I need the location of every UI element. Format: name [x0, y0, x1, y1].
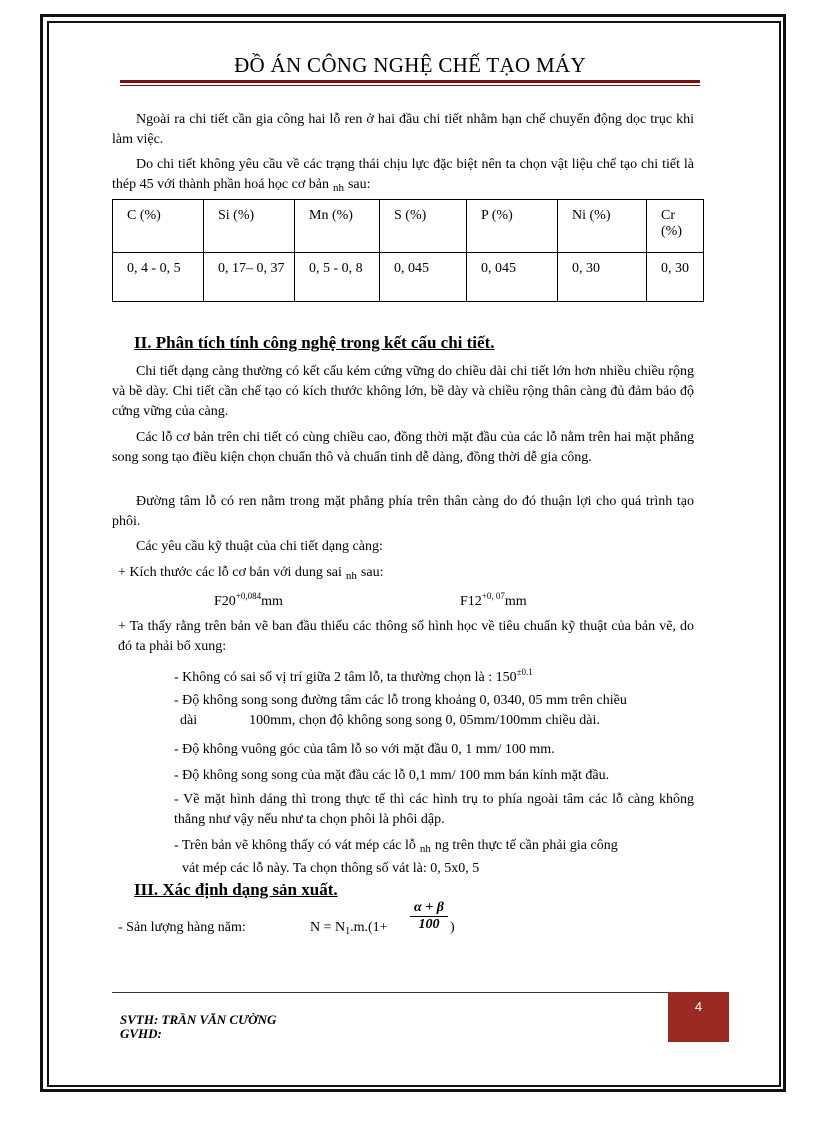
- table-header-row: [113, 200, 704, 253]
- table-cell: 0, 045: [380, 253, 467, 302]
- dimension-2: $F12^{+0, 07}mm$: [460, 591, 527, 609]
- table-header-cell: Cr (%): [647, 200, 704, 253]
- table-cell: 0, 5 - 0, 8: [295, 253, 380, 302]
- section-2-paragraph-6: + Ta thấy rằng trên bản vẽ ban đầu thiếu các thông số hình học về tiêu chuẩn kỹ thuật của bản vẽ, do đó ta phải bổ xung:: [118, 619, 694, 654]
- footer-teacher: GVHD:: [120, 1026, 162, 1041]
- production-label: - Sản lượng hàng năm:: [118, 920, 246, 935]
- table-header-cell: P (%): [467, 200, 558, 253]
- list-item: - Về mặt hình dáng thì trong thực tế thì các hình trụ to phía ngoài tâm các lỗ càng không thẳng như vậy nếu như ta chọn phôi là phôi dập.: [174, 792, 694, 827]
- paragraph-1: Ngoài ra chi tiết cần gia công hai lỗ ren ở hai đầu chi tiết nhằm hạn chế chuyển động dọc trục khi làm việc.: [112, 112, 694, 147]
- table-header-cell: Ni (%): [558, 200, 647, 253]
- formula-fraction: $\frac{\alpha + \beta}{100}$: [410, 900, 448, 933]
- section-2-paragraph-2: Các lỗ cơ bản trên chi tiết có cùng chiều cao, đồng thời mặt đầu của các lỗ nằm trên hai mặt phẳng song song tạo điều kiện chọn chuẩn thô và chuẩn tinh dễ dàng, đồng thời dễ gia công.: [112, 430, 694, 465]
- page-number: 4: [668, 992, 729, 1042]
- footer-student: SVTH: TRẦN VĂN CƯỜNG: [120, 1012, 277, 1027]
- paragraph-2: Do chi tiết không yêu cầu về các trạng thái chịu lực đặc biệt nên ta chọn vật liệu chế tạo chi tiết là thép 45 với thành phần hoá học cơ bản $_{nh}$ sau:: [112, 157, 694, 194]
- chemical-composition-table: [112, 199, 704, 302]
- list-item: - Độ không song song của mặt đầu các lỗ 0,1 mm/ 100 mm bán kính mặt đầu.: [174, 768, 610, 783]
- formula-close: ): [450, 920, 455, 935]
- table-header-cell: S (%): [380, 200, 467, 253]
- table-cell: 0, 045: [467, 253, 558, 302]
- table-cell: 0, 30: [647, 253, 704, 302]
- section-2-paragraph-3: Đường tâm lỗ có ren nằm trong mặt phẳng phía trên thân càng do đó thuận lợi cho quá trình tạo phôi.: [112, 494, 694, 529]
- table-row: [113, 253, 704, 302]
- footer-divider: [112, 992, 668, 993]
- page-title: ĐỒ ÁN CÔNG NGHỆ CHẾ TẠO MÁY: [234, 53, 586, 77]
- list-item: - Độ không vuông góc của tâm lỗ so với mặt đầu 0, 1 mm/ 100 mm.: [174, 742, 555, 757]
- table-cell: 0, 30: [558, 253, 647, 302]
- section-2-heading: II. Phân tích tính công nghệ trong kết cấu chi tiết.: [134, 333, 495, 352]
- title-divider: [120, 80, 700, 83]
- production-formula: $N = N_1.m.(1+$: [310, 920, 388, 937]
- section-3-heading: III. Xác định dạng sản xuất.: [134, 880, 338, 899]
- table-cell: 0, 4 - 0, 5: [113, 253, 204, 302]
- table-header-cell: Si (%): [204, 200, 295, 253]
- list-item: - Không có sai số vị trí giữa 2 tâm lỗ, ta thường chọn là : $150^{\pm 0.1}$: [174, 667, 533, 685]
- table-header-cell: Mn (%): [295, 200, 380, 253]
- table-header-cell: C (%): [113, 200, 204, 253]
- title-divider-thin: [120, 85, 700, 86]
- dimension-1: $F20^{+0,084}mm$: [214, 591, 283, 609]
- list-item: - Trên bản vẽ không thấy có vát mép các lỗ $_{nh}$ ng trên thực tế cần phải gia công vát mép các lỗ này. Ta chọn thông số vát là: 0, 5x0, 5: [174, 838, 618, 876]
- list-item: - Độ không song song đường tâm các lỗ trong khoảng 0, 0340, 05 mm trên chiều dài 100mm, chọn độ không song song 0, 05mm/100mm chiều dài.: [174, 693, 627, 728]
- section-2-paragraph-4: Các yêu cầu kỹ thuật của chi tiết dạng càng:: [136, 539, 383, 554]
- section-2-paragraph-5: + Kích thước các lỗ cơ bản với dung sai $_{nh}$ sau:: [118, 565, 384, 582]
- table-cell: 0, 17– 0, 37: [204, 253, 295, 302]
- section-2-paragraph-1: Chi tiết dạng càng thường có kết cấu kém cứng vững do chiều dài chi tiết lớn hơn nhiều chiều rộng và bề dày. Chi tiết cần chế tạo có kích thước không lớn, bề dày và chiều rộng thân càng đủ đảm bảo độ cứng vững của càng.: [112, 364, 694, 419]
